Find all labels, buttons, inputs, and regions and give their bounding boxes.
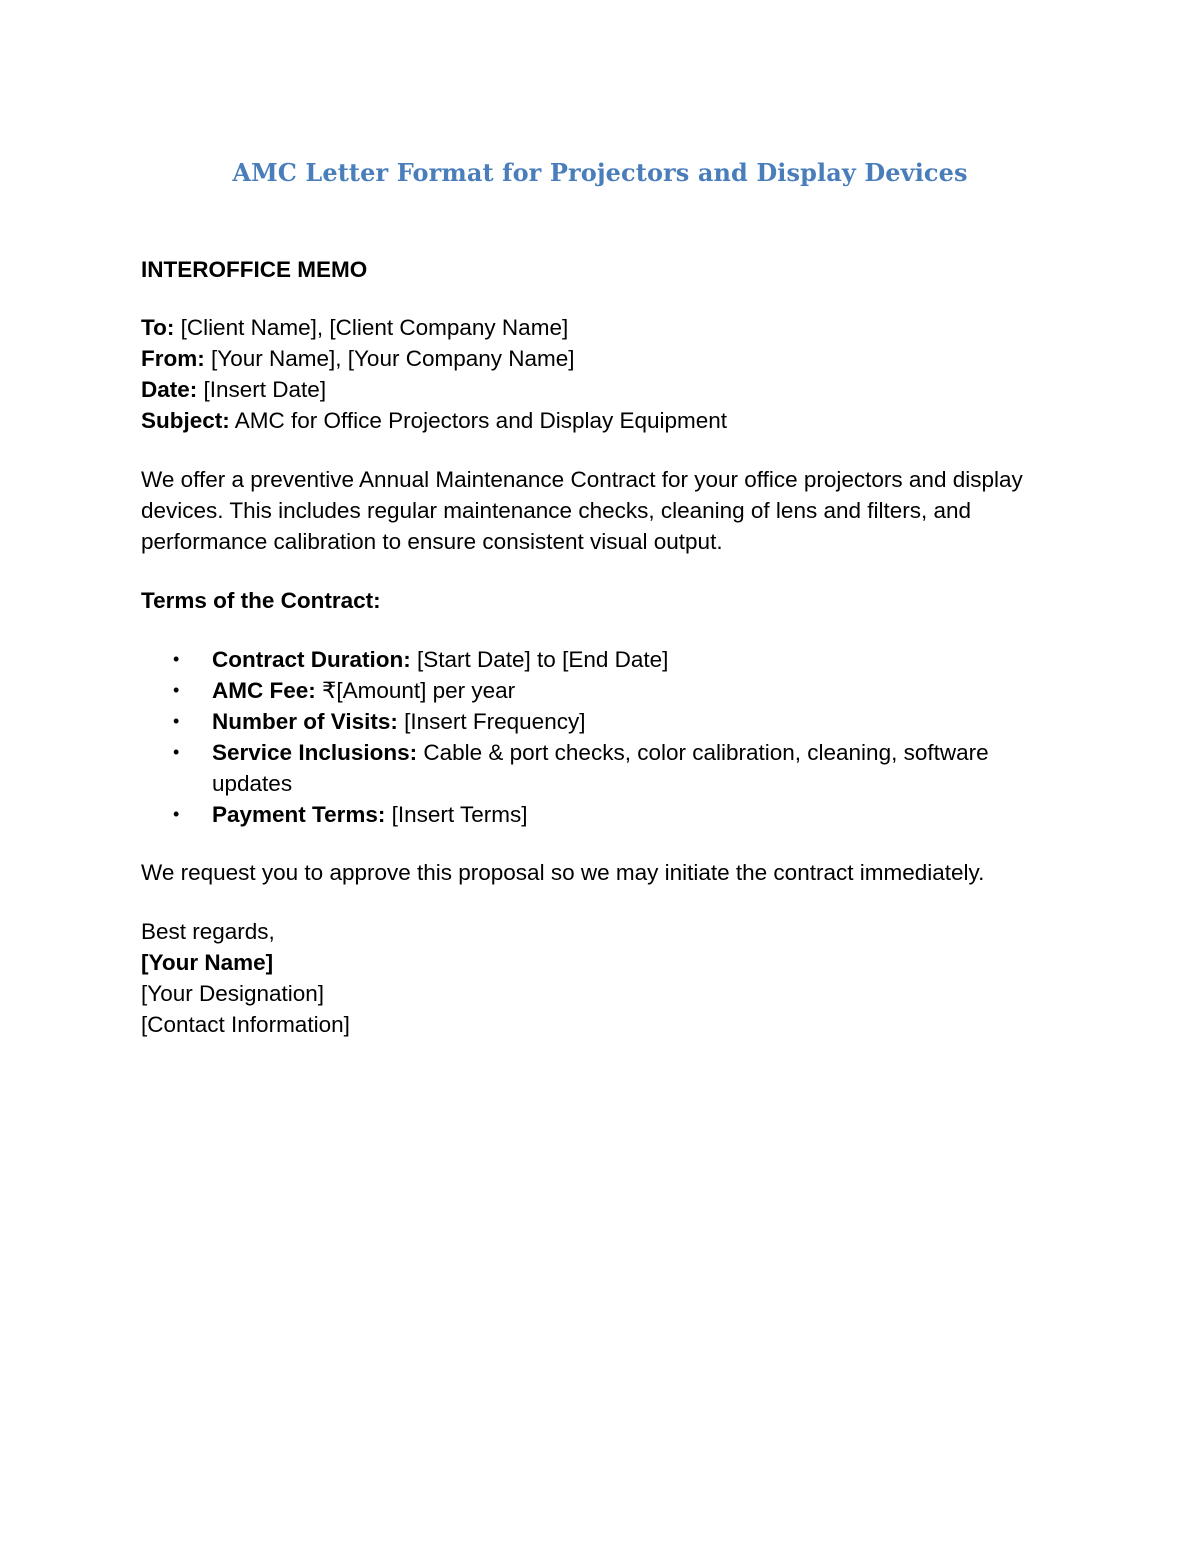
term-value: ₹[Amount] per year	[315, 678, 516, 703]
term-label: Number of Visits:	[212, 709, 398, 734]
to-value: [Client Name], [Client Company Name]	[174, 315, 569, 340]
terms-list-item	[141, 737, 1041, 799]
date-value: [Insert Date]	[197, 377, 327, 402]
term-value: Cable & port checks, color calibration, cleaning, software updates	[212, 740, 989, 796]
term-value: [Start Date] to [End Date]	[410, 647, 669, 672]
signature-contact: [Contact Information]	[141, 1012, 350, 1037]
bullet-icon: •	[173, 711, 180, 731]
terms-list-item	[141, 706, 1041, 737]
signature-designation: [Your Designation]	[141, 981, 325, 1006]
terms-heading: Terms of the Contract:	[141, 588, 381, 613]
terms-list-item	[141, 644, 1041, 675]
from-label: From:	[141, 346, 205, 371]
term-label: AMC Fee:	[212, 678, 316, 703]
bullet-icon: •	[173, 804, 180, 824]
bullet-icon: •	[173, 680, 180, 700]
intro-paragraph: We offer a preventive Annual Maintenance Contract for your office projectors and display devices. This includes regular maintenance checks, cleaning of lens and filters, and performance calibration to ensure consistent visual output.	[141, 467, 1023, 554]
term-value: [Insert Terms]	[385, 802, 528, 827]
terms-list-item	[141, 799, 1041, 830]
subject-field	[141, 405, 1061, 436]
subject-value: AMC for Office Projectors and Display Equipment	[229, 408, 728, 433]
from-field	[141, 343, 1061, 374]
subject-label: Subject:	[141, 408, 230, 433]
term-label: Contract Duration:	[212, 647, 411, 672]
signature-block	[141, 916, 1061, 1040]
to-field	[141, 312, 1061, 343]
salutation: Best regards,	[141, 919, 275, 944]
term-label: Payment Terms:	[212, 802, 386, 827]
closing-paragraph: We request you to approve this proposal so we may initiate the contract immediately.	[141, 860, 985, 885]
document-title: AMC Letter Format for Projectors and Display Devices	[232, 158, 968, 187]
signature-name: [Your Name]	[141, 950, 274, 975]
terms-list	[141, 644, 1041, 830]
from-value: [Your Name], [Your Company Name]	[204, 346, 575, 371]
to-label: To:	[141, 315, 175, 340]
bullet-icon: •	[173, 742, 180, 762]
terms-list-item	[141, 675, 1041, 706]
term-value: [Insert Frequency]	[397, 709, 586, 734]
memo-header-fields	[141, 312, 1061, 436]
bullet-icon: •	[173, 649, 180, 669]
term-label: Service Inclusions:	[212, 740, 418, 765]
date-field	[141, 374, 1061, 405]
memo-heading: INTEROFFICE MEMO	[141, 257, 368, 282]
date-label: Date:	[141, 377, 198, 402]
